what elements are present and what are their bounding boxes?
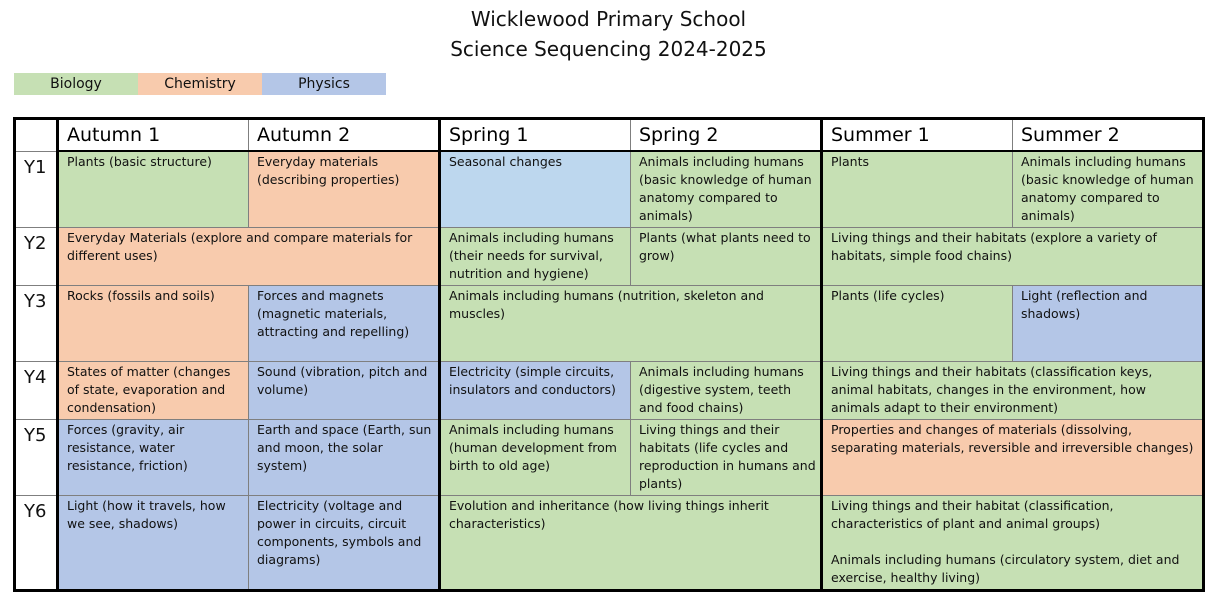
topic-cell: Animals including humans (basic knowledge of human anatomy compared to animals) [1013, 151, 1204, 227]
topic-cell: Electricity (simple circuits, insulators and conductors) [440, 361, 631, 419]
topic-cell: Sound (vibration, pitch and volume) [249, 361, 440, 419]
year-label: Y2 [15, 227, 58, 285]
year-row-y2 [15, 227, 1204, 285]
term-header-spring1: Spring 1 [440, 119, 631, 152]
topic-cell: Animals including humans (nutrition, skeleton and muscles) [440, 285, 822, 361]
topic-cell: Forces (gravity, air resistance, water resistance, friction) [58, 419, 249, 495]
topic-cell: Light (reflection and shadows) [1013, 285, 1204, 361]
topic-cell: Living things and their habitats (explore a variety of habitats, simple food chains) [822, 227, 1204, 285]
topic-cell: Living things and their habitats (life cycles and reproduction in humans and plants) [631, 419, 822, 495]
topic-cell: Electricity (voltage and power in circuits, circuit components, symbols and diagrams) [249, 495, 440, 590]
header-row [15, 119, 1204, 152]
topic-cell: Plants (life cycles) [822, 285, 1013, 361]
term-header-autumn2: Autumn 2 [249, 119, 440, 152]
subject-legend [14, 73, 386, 95]
topic-cell: Living things and their habitats (classification keys, animal habitats, changes in the environment, how animals adapt to their environment) [822, 361, 1204, 419]
year-row-y1 [15, 151, 1204, 227]
topic-cell: Animals including humans (their needs for survival, nutrition and hygiene) [440, 227, 631, 285]
legend-chemistry: Chemistry [138, 73, 262, 95]
term-header-spring2: Spring 2 [631, 119, 822, 152]
topic-cell: Plants (what plants need to grow) [631, 227, 822, 285]
legend-physics: Physics [262, 73, 386, 95]
year-row-y6 [15, 495, 1204, 590]
topic-cell: Rocks (fossils and soils) [58, 285, 249, 361]
year-label: Y1 [15, 151, 58, 227]
topic-cell: Light (how it travels, how we see, shadows) [58, 495, 249, 590]
topic-cell: Evolution and inheritance (how living things inherit characteristics) [440, 495, 822, 590]
term-header-autumn1: Autumn 1 [58, 119, 249, 152]
topic-text-circulatory: Animals including humans (circulatory system, diet and exercise, healthy living) [831, 551, 1180, 585]
term-header-summer2: Summer 2 [1013, 119, 1204, 152]
year-label: Y5 [15, 419, 58, 495]
topic-cell: Everyday Materials (explore and compare materials for different uses) [58, 227, 440, 285]
topic-cell: Properties and changes of materials (dissolving, separating materials, reversible and irreversible changes) [822, 419, 1204, 495]
topic-cell: Everyday materials (describing properties) [249, 151, 440, 227]
year-label: Y3 [15, 285, 58, 361]
term-header-summer1: Summer 1 [822, 119, 1013, 152]
topic-cell: Earth and space (Earth, sun and moon, the solar system) [249, 419, 440, 495]
school-name: Wicklewood Primary School [470, 7, 747, 31]
topic-cell: Plants [822, 151, 1013, 227]
page-title: Science Sequencing 2024-2025 [450, 37, 767, 61]
topic-cell [822, 495, 1204, 590]
topic-cell: Animals including humans (human development from birth to old age) [440, 419, 631, 495]
topic-cell: Animals including humans (digestive system, teeth and food chains) [631, 361, 822, 419]
topic-cell: Seasonal changes [440, 151, 631, 227]
year-label: Y6 [15, 495, 58, 590]
corner-cell [15, 119, 58, 152]
year-row-y3 [15, 285, 1204, 361]
year-row-y5 [15, 419, 1204, 495]
year-label: Y4 [15, 361, 58, 419]
topic-cell: Animals including humans (basic knowledge of human anatomy compared to animals) [631, 151, 822, 227]
year-row-y4 [15, 361, 1204, 419]
legend-biology: Biology [14, 73, 138, 95]
topic-cell: Plants (basic structure) [58, 151, 249, 227]
topic-cell: Forces and magnets (magnetic materials, attracting and repelling) [249, 285, 440, 361]
topic-cell: States of matter (changes of state, evaporation and condensation) [58, 361, 249, 419]
topic-text-habitat: Living things and their habitat (classification, characteristics of plant and animal groups) [831, 497, 1114, 531]
science-sequencing-table [13, 117, 1205, 592]
